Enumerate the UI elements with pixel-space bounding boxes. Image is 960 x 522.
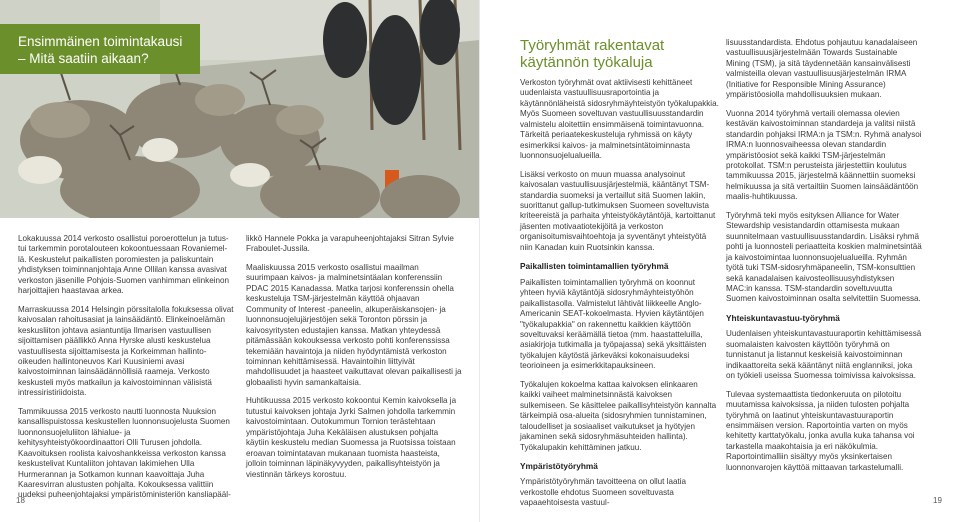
right-column-2	[726, 38, 922, 481]
paragraph: Paikallisten toimintamallien työryhmä on koonnut yhteen hyviä käytäntöjä sidosryhmäyhteistyöhön paikallistasolla. Valmistelut lähtivät liikkeelle Anglo-Americanin SEAT-kokoelmasta. Hyvien käytäntöjen "työkalupakkia" on rakennettu kaikkien käyttöön soveltuvaksi keräämällä tietoa (mm. haastatteluilla, asiakirjoja tutkimalla ja työpajassa) sekä yksittäisten työkalujen käytöstä järkeväksi kokonaisuudeksi teorioineen ja esimerkkitapauksineen.	[520, 277, 707, 371]
paragraph: Tulevaa systemaattista tiedonkeruuta on pilotoitu muutamissa kaivoksissa, ja niiden tulosten pohjalta työryhmä on laatinut yhteiskuntavastuuraportin ensimmäisen version. Raportointia varten on myös kehitetty karttatyökalu, jonka avulla kuka tahansa voi tarkastella maakohtaisia ja eri näkökulmia. Raportointimalliin sisältyy myös yksinkertaisen luonnonvarojen käyttöä mittaavan tarkastelumalli.	[726, 389, 915, 472]
paragraph: Tammikuussa 2015 verkosto nautti luonnosta Nuuksion kansallispuistossa keskustellen luonnonsuojelusta Suomen luonnonsuojeluliiton lähialue- ja kehitysyhteistyökoordinaattori Olli Turusen johdolla. Kaavoituksen roolista kaivoshankkeissa verkoston kanssa keskustelivat Kuntaliiton johtavan lakimiehen Ulla Hurmerannan ja Sotkamon kunnan kaavoittaja Juha Kaaresvirran alustusten pohjalta. Kokouksessa valittiin uudeksi puheenjohtajaksi ympäristöministeriön kansliapääl-	[18, 406, 231, 500]
paragraph: lisuusstandardista. Ehdotus pohjautuu kanadalaiseen vastuullisuusjärjestelmään Towards Sustainable Mining (TSM), ja sitä täydennetään kansainvälisesti valmisteilla olevan vastuullisuusjärjestelmän IRMA (Initiative for Responsible Mining Assurance) ympäristöosiolla mahdollisuuksien mukaan.	[726, 38, 918, 100]
subheading-environment: Ympäristötyöryhmä	[520, 460, 598, 471]
paragraph: Työryhmä teki myös esityksen Alliance for Water Stewardship vesistandardin ottamisesta mukaan suunnitelmaan vastuullisuusstandardin. Lisäksi ryhmä pohti ja luonnosteli periaatteita koskien malminetsintää ja kaivostoimintaa luonnonsuojelualueilla. Ryhmän työtä tuki TSM-sidosryhmäpaneelin, TSM-konsulttien sekä kanadalaisen kaivosteollisuusyhdistyksen MAC:in kanssa. TSM-standardin soveltuvuutta Suomen kaivostoiminnan osalta selvitettiin Suomessa.	[726, 210, 922, 304]
paragraph: Uudenlaisen yhteiskuntavastuuraportin kehittämisessä suomalaisten kaivosten käyttöön työryhmä on tunnistanut ja listannut keskeisiä kaivostoiminnan indikaattoreita sekä kääntänyt niitä englanniksi, joka on työkieli useissa Suomessa toimivissa kaivoksissa.	[726, 329, 922, 381]
paragraph: Lokakuussa 2014 verkosto osallistui poroerottelun ja tutus-tui tarkemmin porotalouteen kokoontuessaan Rovaniemel-lä. Keskustelut paikallisten poromiesten ja paliskuntain yhdistyksen toiminnanjohtaja Anne Ollilan kanssa avasivat verkoston jäsenille Pohjois-Suomen vanhimman elinkeinon harjoittajien haastavaa arkea.	[18, 234, 230, 296]
section-banner	[0, 24, 200, 74]
page-number-left: 18	[16, 496, 25, 505]
subheading-social-responsibility: Yhteiskuntavastuu-työryhmä	[726, 312, 840, 323]
subheading-local-models: Paikallisten toimintamallien työryhmä	[520, 261, 669, 272]
paragraph: Työkalujen kokoelma kattaa kaivoksen elinkaaren kaikki vaiheet malminetsinnästä kaivoksen sulkemiseen. Se käsittelee paikallisyhteistyön kannalta tärkeimpiä osa-alueita (sidosryhmien tunnistaminen, taloudelliset ja sosiaaliset vaikutukset ja hyötyjen jakaminen sekä sidosryhmäsuhteiden hallinta). Työkalupakin kehittäminen jatkuu.	[520, 379, 717, 452]
paragraph: likkö Hannele Pokka ja varapuheenjohtajaksi Sitran Sylvie Fraboulet-Jussila.	[246, 234, 454, 254]
paragraph: Lisäksi verkosto on muun muassa analysoinut kaivosalan vastuullisuusjärjestelmiä, kääntänyt TSM-standardia suomeksi ja vertaillut sitä Suomen lakiin, suorittanut gallup-tutkimuksen Suomeen soveltuvista kriteereistä ja parhaita yhteistyökäytäntöjä, kartoittanut jäsenten motivaatiotekijöitä ja verkoston organisoitumisvaihtoehtoja ja syventänyt yhteistyötä niin Kanadan kuin Ruotsinkin kanssa.	[520, 169, 716, 252]
paragraph: Vuonna 2014 työryhmä vertaili olemassa olevien kestävän kaivostoiminnan standardeja ja valitsi niistä standardin pohjaksi IRMA:n ja TSM:n. Ryhmä analysoi IRMA:n luonnosvaiheessa olevan standardin ympäristöosiot sekä kaikki TSM-järjestelmän protokollat. TSM:n perusteista järjestettiin koulutus tammikuussa 2015, järjestelmä käännettiin suomeksi helmikuussa ja sitä vertailtiin Suomen lainsäädäntöön maalis-huhtikuussa.	[726, 108, 922, 202]
paragraph: Maaliskuussa 2015 verkosto osallistui maailman suurimpaan kaivos- ja malminetsintäalan konferenssiin PDAC 2015 Kanadassa. Matka tarjosi konferenssin ohella keskusteluja TSM-järjestelmän käyttöä ohjaavan Community of Interest -paneelin, alkuperäiskansojen- ja luonnonsuojelujärjestöjen sekä Toronton pörssin ja kaivosyritysten edustajien kanssa. Matkan yhteydessä pitämässään kokouksessa verkosto pohti konferenssissa tekemiään havaintoja ja niiden hyödyntämistä verkoston toiminnan kehittämisessä. Havaintoihin liittyivät mahdollisuudet ja haasteet vaikuttavat olevan paikallisesti ja globaalisti hyvin samankaltaisia.	[246, 262, 462, 387]
right-column-1	[520, 78, 720, 517]
section-title	[520, 37, 720, 71]
banner-title-line1: Ensimmäinen toimintakausi	[18, 34, 183, 49]
paragraph: Ympäristötyöryhmän tavoitteena on ollut laatia verkostolle ehdotus Suomeen soveltuvasta vapaaehtoisesta vastuul-	[520, 477, 687, 508]
paragraph: Huhtikuussa 2015 verkosto kokoontui Kemin kaivoksella ja tutustui kaivoksen johtaja Jyrki Salmen johdolla tarkemmin kaivostoimintaan. Outokummun Tornion terästehtaan ympäristöjohtaja Juha Kekäläisen alustuksen pohjalta käytiin keskustelu median Suomessa ja Ruotsissa toistaan eroavan toimintatavan mukanaan tuomista haasteista, jolloin toiminnan läpinäkyvyyden, paikallisyhteistyön ja viestinnän tärkeys korostuu.	[246, 396, 457, 479]
left-column-2	[246, 234, 462, 488]
left-column-1	[18, 234, 234, 509]
section-title-line1: Työryhmät rakentavat	[520, 37, 665, 54]
banner-title-line2: – Mitä saatiin aikaan?	[18, 51, 149, 66]
section-title-line2: käytännön työkaluja	[520, 54, 653, 71]
paragraph: Marraskuussa 2014 Helsingin pörssitalolla fokuksessa olivat kaivosalan rahoitusasiat ja lainsäädäntö. Elinkeinoelämän keskusliiton johtava asiantuntija Ilmarisen vastuullisen sijoittamisen päällikkö Anna Hyrske alusti keskustelua vastuullisesta sijoittamisesta ja Korkeimman hallinto-oikeuden hallintoneuvos Kari Kuusiniemi avasi kaivostoiminnan lainsäädännöllisiä raameja. Verkosto keskusteli myös matkailun ja kaivostoiminnan välisistä intressiristiriidoista.	[18, 304, 234, 398]
page-number-right: 19	[933, 496, 942, 505]
paragraph: Verkoston työryhmät ovat aktiivisesti kehittäneet uudenlaista vastuullisuusraportointia ja käytännönläheistä sidosryhmäyhteistyön työkalupakkia. Myös Suomeen soveltuvan vastuullisuusstandardin valmistelu aloitettiin ensimmäisenä toimintavuonna. Tärkeitä periaatekeskusteluja ryhmissä on käyty esimerkiksi kaivos- ja malminetsintätoiminnasta luonnonsuojelualueilla.	[520, 78, 719, 161]
